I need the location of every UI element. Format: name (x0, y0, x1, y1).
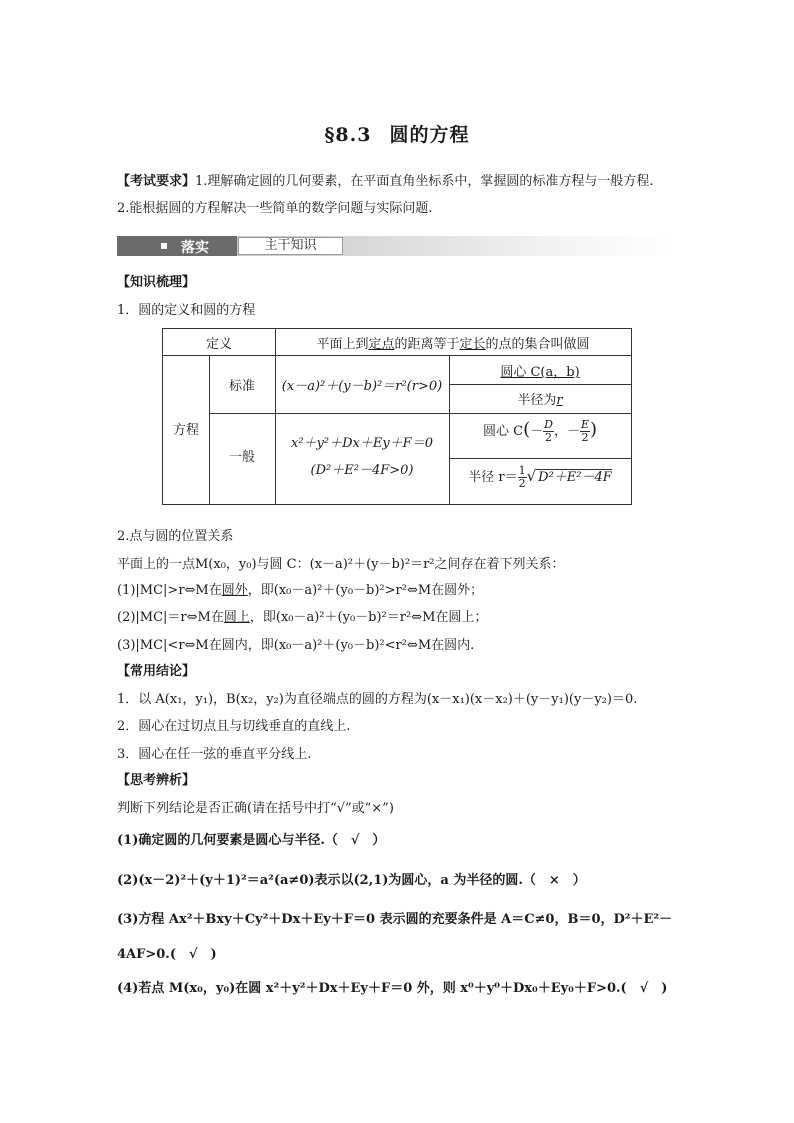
question-2: (2)(x－2)²＋(y＋1)²＝a²(a≠0)表示以(2,1)为圆心，a 为半径的圆.（ × ） (117, 873, 586, 888)
table-hline (163, 355, 631, 356)
def-fixed-length: 定长 (459, 337, 486, 352)
frac-den: 2 (581, 431, 589, 444)
std-radius-value: r (556, 393, 563, 408)
requirements-line-2: 2.能根据圆的方程解决一些简单的数学问题与实际问题. (117, 201, 433, 216)
gen-radius: 半径 r＝ $\frac{1}{2}$ √ D²＋E²－4F (468, 464, 612, 490)
frac-num: 1 (518, 464, 526, 477)
requirements-line-1 (117, 173, 654, 191)
frac-num: D (544, 418, 553, 431)
gen-radius-pre: 半径 r＝ (468, 470, 518, 485)
relation-2 (117, 609, 487, 627)
relation-1-underline: 圆外 (221, 583, 248, 598)
conclusion-2: 2．圆心在过切点且与切线垂直的直线上. (117, 719, 351, 734)
def-fixed-point: 定点 (368, 337, 395, 352)
conclusion-1: 1．以 A(x₁，y₁)，B(x₂，y₂)为直径端点的圆的方程为(x－x₁)(x－x₂)＋(y－y₁)(y－y₂)＝0. (117, 692, 638, 707)
banner-right-label: 主干知识 (238, 237, 343, 255)
section-number: §8.3 (324, 124, 372, 146)
point-intro: 平面上的一点M(x₀，y₀)与圆 C：(x－a)²＋(y－b)²＝r²之间存在着下列关系： (117, 557, 565, 572)
gen-radius-expr: D²＋E²－4F (538, 470, 612, 485)
def-text-mid: 的距离等于 (394, 337, 460, 352)
def-text-post: 的点的集合叫做圆 (485, 337, 590, 352)
question-3-line-1: (3)方程 Ax²＋Bxy＋Cy²＋Dx＋Ey＋F＝0 表示圆的充要条件是 A＝C≠0，B＝0，D²＋E²－ (117, 912, 673, 927)
knowledge-item-1: 1．圆的定义和圆的方程 (117, 303, 256, 318)
std-radius-pre: 半径为 (517, 393, 557, 408)
requirements-text-1: 1.理解确定圆的几何要素，在平面直角坐标系中，掌握圆的标准方程与一般方程. (195, 174, 654, 189)
table-hline (449, 458, 631, 459)
square-bullet-icon (161, 243, 167, 249)
table-hline (449, 384, 631, 385)
def-text (275, 333, 631, 352)
std-label: 标准 (228, 379, 255, 394)
question-3-line-2: 4AF>0.( √ ) (117, 947, 217, 962)
conclusions-heading: 【常用结论】 (117, 664, 196, 679)
gen-center-frac-e (580, 419, 590, 444)
std-center-text: 圆心 C(a，b) (500, 365, 580, 380)
requirements-label: 【考试要求】 (117, 174, 196, 189)
section-title: 圆的方程 (389, 124, 470, 146)
knowledge-item-2: 2.点与圆的位置关系 (117, 529, 234, 544)
conclusion-3: 3．圆心在任一弦的垂直平分线上. (117, 747, 312, 762)
gen-equation: x²＋y²＋Dx＋Ey＋F＝0 (291, 436, 433, 451)
gen-condition: (D²＋E²－4F>0) (310, 463, 414, 478)
circle-equation-table (162, 328, 632, 505)
question-4: (4)若点 M(x₀，y₀)在圆 x²＋y²＋Dx＋Ey＋F＝0 外，则 x⁰＋y⁰＋Dx₀＋Ey₀＋F>0.( √ ) (117, 981, 668, 996)
banner-left-label: 落实 (181, 240, 209, 256)
gen-center: 圆心 C(－ $\frac{D}{2}$ ，－ $\frac{E}{2}$ ) (482, 418, 598, 444)
relation-3: (3)|MC|<r⇔M在圆内，即(x₀－a)²＋(y₀－b)²<r²⇔M在圆内. (117, 638, 475, 653)
relation-1 (117, 582, 483, 600)
relation-1-b: ，即(x₀－a)²＋(y₀－b)²>r²⇔M在圆外； (247, 583, 484, 598)
relation-1-a: (1)|MC|>r⇔M在 (117, 583, 222, 598)
question-1: (1)确定圆的几何要素是圆心与半径.（ √ ） (117, 833, 386, 848)
frac-num: E (580, 418, 589, 431)
std-radius (449, 389, 631, 408)
gen-center-frac-d (543, 419, 554, 444)
frac-den: 2 (545, 431, 553, 444)
eq-label: 方程 (172, 423, 199, 438)
banner-dark-block (117, 236, 237, 256)
std-equation: (x－a)²＋(y－b)²＝r²(r>0) (281, 379, 443, 394)
gen-label: 一般 (228, 450, 255, 465)
def-text-pre: 平面上到 (316, 337, 369, 352)
std-center (449, 361, 631, 380)
relation-2-a: (2)|MC|＝r⇔M在 (117, 610, 224, 625)
frac-den: 2 (518, 477, 526, 490)
relation-2-underline: 圆上 (223, 610, 250, 625)
thinking-intro: 判断下列结论是否正确(请在括号中打“√”或“×”) (117, 801, 394, 816)
thinking-heading: 【思考辨析】 (117, 773, 196, 788)
def-label: 定义 (205, 337, 232, 352)
gen-center-pre: 圆心 C (482, 424, 524, 439)
gen-radius-frac (518, 465, 527, 490)
page-title (0, 120, 794, 147)
table-hline (209, 413, 631, 414)
knowledge-heading: 【知识梳理】 (117, 275, 196, 290)
relation-2-b: ，即(x₀－a)²＋(y₀－b)²＝r²⇔M在圆上； (249, 610, 488, 625)
section-banner (117, 236, 677, 256)
